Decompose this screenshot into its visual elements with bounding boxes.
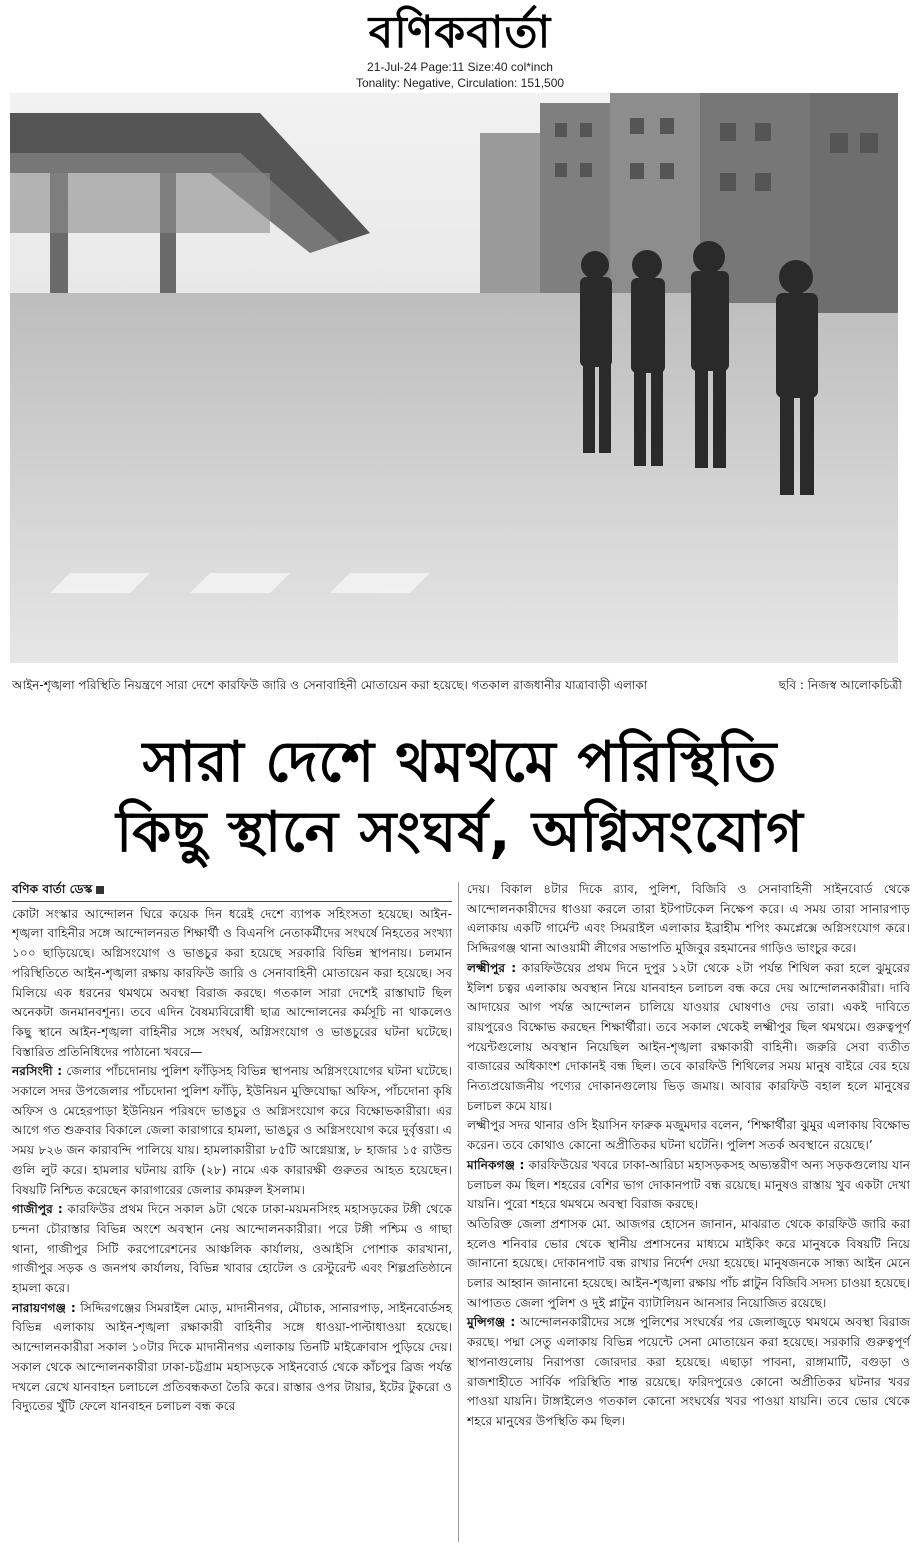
section-text-lakshmipur: কারফিউয়ের প্রথম দিনে দুপুর ১২টা থেকে ২টা পর্যন্ত শিথিল করা হলে ঝুমুরের ইলিশ চত্বর এলাকায় অবস্থান নিয়ে যানবাহন চলাচল বন্ধ করে দেয় আন্দোলনকারীরা। দাবি আদায়ের আগ পর্যন্ত আন্দোলন চালিয়ে যাওয়ার ঘোষণাও দেয় তারা। একই দাবিতে রায়পুরেও বিক্ষোভ করছেন শিক্ষার্থীরা। তবে সকাল থেকেই লক্ষ্মীপুর ছিল থমথমে। গুরুত্বপূর্ণ পয়েন্টগুলোয় অবস্থান নিয়েছিল আইন-শৃঙ্খলা রক্ষাকারী বাহিনী। জরুরি সেবা ব্যতীত বাজারের অধিকাংশ দোকানই বন্ধ ছিল। তবে কারফিউ শিথিলের সময় মানুষ বাইরে বের হয়ে নিত্যপ্রয়োজনীয় পণ্যের দোকানগুলোয় ভিড় জমায়। আবার কারফিউ বহাল হলে মানুষের চলাচল কমে যায়। (467, 960, 910, 1113)
section-text-gazipur: কারফিউর প্রথম দিনে সকাল ৯টা থেকে ঢাকা-ময়মনসিংহ মহাসড়কের টঙ্গী থেকে চন্দনা চৌরাস্তার বিভিন্ন অংশে অবস্থান নেয় আন্দোলনকারীরা। পরে টঙ্গী পশ্চিম ও গাছা থানা, গাজীপুর সিটি করপোরেশনের আঞ্চলিক কার্যালয়, ওআইসি পোশাক কারখানা, গাজীপুর সড়ক ও জনপথ কার্যালয়, বিভিন্ন খাবার হোটেল ও রেস্টুরেন্ট এবং শিল্পপ্রতিষ্ঠানে হামলা করে। (12, 1202, 452, 1296)
section-label-lakshmipur: লক্ষ্মীপুর : (467, 960, 517, 975)
photo-credit: ছবি : নিজস্ব আলোকচিত্রী (778, 678, 902, 692)
section-narayanganj (12, 1299, 452, 1417)
section-manikganj (467, 1156, 910, 1215)
section-text-narsingdi: জেলার পাঁচদোনায় পুলিশ ফাঁড়িসহ বিভিন্ন স্থাপনায় অগ্নিসংযোগের ঘটনা ঘটেছে। সকালে সদর উপজেলার পাঁচদোনা পুলিশ ফাঁড়ি, ইউনিয়ন মুক্তিযোদ্ধা অফিস, পাঁচদোনা কৃষি অফিস ও মেহেরপাড়া ইউনিয়ন পরিষদে ভাঙচুর ও অগ্নিসংযোগ করে বিক্ষোভকারীরা। এর আগে গত শুক্রবার বিকালে জেলা কারাগারে হামলা, ভাঙচুর ও অগ্নিসংযোগ করে দুর্বৃত্তরা। এ সময় ৮২৬ জন কারাবন্দি পালিয়ে যায়। হামলাকারীরা ৮৫টি আগ্নেয়াস্ত্র, ৮ হাজার ১৫ রাউন্ড গুলি লুট করে। হামলার ঘটনায় রাফি (২৮) নামে এক কারারক্ষী গুরুতর আহত হয়েছেন। বিষয়টি নিশ্চিত করেছেন কারাগারের জেলার কামরুল ইসলাম। (12, 1064, 453, 1197)
article-intro: কোটা সংস্কার আন্দোলন ঘিরে কয়েক দিন ধরেই দেশে ব্যাপক সহিংসতা হয়েছে। আইন-শৃঙ্খলা বাহিনীর সঙ্গে আন্দোলনরত শিক্ষার্থী ও বিএনপি নেতাকর্মীদের সংঘর্ষে নিহতের সংখ্যা ১০০ ছাড়িয়েছে। অগ্নিসংযোগ ও ভাঙচুর করা হয়েছে সরকারি বিভিন্ন স্থাপনায়। চলমান পরিস্থিতিতে আইন-শৃঙ্খলা রক্ষায় কারফিউ জারি ও সেনাবাহিনী মোতায়েন করা হয়েছে। সব মিলিয়ে এক ধরনের থমথমে অবস্থা বিরাজ করছে। গতকাল সারা দেশেই রাস্তাঘাট ছিল অনেকটা জনমানবশূন্য। তবে এদিন বৈষম্যবিরোধী ছাত্র আন্দোলনের কর্মসূচি না থাকলেও কিছু স্থানে আইন-শৃঙ্খলা বাহিনীর সঙ্গে সংঘর্ষ, অগ্নিসংযোগ ও ভাঙচুরের ঘটনা ঘটেছে। বিস্তারিত প্রতিনিধিদের পাঠানো খবরে— (12, 906, 452, 1059)
newspaper-logo: বণিকবার্তা (368, 7, 552, 58)
byline (12, 880, 452, 902)
clipping-meta-tonality: Tonality: Negative, Circulation: 151,500 (355, 76, 565, 90)
section-narsingdi (12, 1062, 452, 1200)
article-column-right (467, 880, 910, 1432)
section-label-munshiganj: মুন্সিগঞ্জ : (467, 1315, 516, 1330)
clipping-meta-date: 21-Jul-24 Page:11 Size:40 col*inch (367, 60, 553, 74)
section-label-narayanganj: নারায়ণগঞ্জ : (12, 1300, 76, 1315)
section-text-manikganj: কারফিউয়ের খবরে ঢাকা-আরিচা মহাসড়কসহ অভ্যন্তরীণ অন্য সড়কগুলোয় যান চলাচল কম ছিল। শহরের বেশির ভাগ দোকানপাট বন্ধ রয়েছে। মানুষও রাস্তায় খুব একটা দেখা যায়নি। পুরো শহরে থমথমে অবস্থা বিরাজ করছে। (467, 1157, 911, 1212)
street-with-soldiers-image (10, 93, 898, 663)
headline-line-1: সারা দেশে থমথমে পরিস্থিতি (142, 730, 778, 795)
section-lakshmipur-quote: লক্ষ্মীপুর সদর থানার ওসি ইয়াসিন ফারুক মজুমদার বলেন, ‘শিক্ষার্থীরা ঝুমুর এলাকায় বিক্ষোভ করেন। তবে কোথাও কোনো অপ্রীতিকর ঘটনা ঘটেনি। পুলিশ সতর্ক অবস্থানে রয়েছে।’ (467, 1118, 910, 1153)
section-munshiganj (467, 1313, 910, 1431)
section-narayanganj-continued: দেয়। বিকাল ৪টার দিকে র‍্যাব, পুলিশ, বিজিবি ও সেনাবাহিনী সাইনবোর্ড থেকে আন্দোলনকারীদের ধাওয়া করলে তারা ইটপাটকেল নিক্ষেপ করে। এ সময় তারা সানারপাড় এলাকায় একটি গার্মেন্ট এবং সিমরাইল এলাকার ইব্রাহীম শপিং কমপ্লেক্সে অগ্নিসংযোগ করে। সিদ্দিরগঞ্জ থানা আওয়ামী লীগের সভাপতি মুজিবুর রহমানের গাড়িও ভাংচুর করে। (467, 882, 910, 956)
section-label-gazipur: গাজীপুর : (12, 1202, 63, 1217)
article-column-left (12, 880, 452, 1417)
section-manikganj-2: অতিরিক্ত জেলা প্রশাসক মো. আজগর হোসেন জানান, মাঝরাত থেকে কারফিউ জারি করা হলেও শনিবার ভোর থেকে স্থানীয় প্রশাসনের মাধ্যমে মাইকিং করে মানুষকে বিষয়টি নিয়ে জানানো হয়েছে। দোকানপাট বন্ধ রাখার নির্দেশ দেয়া হয়েছে। মানুষজনকে সান্ধ্য আইন মেনে চলার আহ্বান জানানো হয়েছে। আইন-শৃঙ্খলা রক্ষায় পাঁচ প্লাটুন বিজিবি সদস্য চাওয়া হয়েছে। আপাতত জেলা পুলিশ ও দুই প্লাটুন ব্যাটালিয়ন আনসার নিয়োজিত রয়েছে। (467, 1216, 910, 1310)
section-label-manikganj: মানিকগঞ্জ : (467, 1157, 525, 1172)
section-text-narayanganj: সিদ্দিরগঞ্জের সিমরাইল মোড়, মাদানীনগর, মৌচাক, সানারপাড়, সাইনবোর্ডসহ বিভিন্ন এলাকায় আইন-শৃঙ্খলা রক্ষাকারী বাহিনীর সঙ্গে ধাওয়া-পাল্টাধাওয়া হয়েছে। আন্দোলনকারীরা সকাল ১০টার দিকে মাদানীনগর এলাকায় তিনটি মাইক্রোবাস পুড়িয়ে দেয়। সকাল থেকে আন্দোলনকারীরা ঢাকা-চট্টগ্রাম মহাসড়কে সাইনবোর্ড থেকে কাঁচপুর ব্রিজ পর্যন্ত দখলে রেখে যানবাহন চলাচলে প্রতিবন্ধকতা তৈরি করে। রাস্তার ওপর টায়ার, ইটের টুকরো ও বিদ্যুতের খুঁটি ফেলে যানবাহন চলাচল বন্ধ করে (12, 1300, 452, 1414)
masthead (0, 8, 920, 58)
caption-text: আইন-শৃঙ্খলা পরিস্থিতি নিয়ন্ত্রণে সারা দেশে কারফিউ জারি ও সেনাবাহিনী মোতায়েন করা হয়েছে। গতকাল রাজধানীর যাত্রাবাড়ী এলাকা (12, 678, 648, 692)
byline-square-icon (96, 886, 104, 894)
section-text-munshiganj: আন্দোলনকারীদের সঙ্গে পুলিশের সংঘর্ষের পর জেলাজুড়ে থমথমে অবস্থা বিরাজ করছে। পদ্মা সেতু এলাকায় বিভিন্ন পয়েন্টে সেনা মোতায়েন করা হয়েছে। সরকারি গুরুত্বপূর্ণ স্থাপনাগুলোয় নিরাপত্তা জোরদার করা হয়েছে। এছাড়া পাবনা, রাঙ্গামাটি, বগুড়া ও রাজশাহীতে সার্বিক পরিস্থিতি শান্ত রয়েছে। ফরিদপুরেও কোনো অপ্রীতিকর ঘটনার খবর পাওয়া যায়নি। টাঙ্গাইলেও গতকাল কোনো সংঘর্ষের খবর পাওয়া যায়নি। তবে ভোর থেকে শহরে মানুষের উপস্থিতি কম ছিল। (467, 1315, 911, 1428)
byline-text: বণিক বার্তা ডেস্ক (12, 882, 93, 896)
headline-line-2: কিছু স্থানে সংঘর্ষ, অগ্নিসংযোগ (116, 800, 804, 865)
news-photo (10, 93, 898, 663)
column-divider (458, 882, 459, 1542)
section-gazipur (12, 1200, 452, 1299)
section-lakshmipur (467, 959, 910, 1117)
section-label-narsingdi: নরসিংদী : (12, 1064, 63, 1079)
